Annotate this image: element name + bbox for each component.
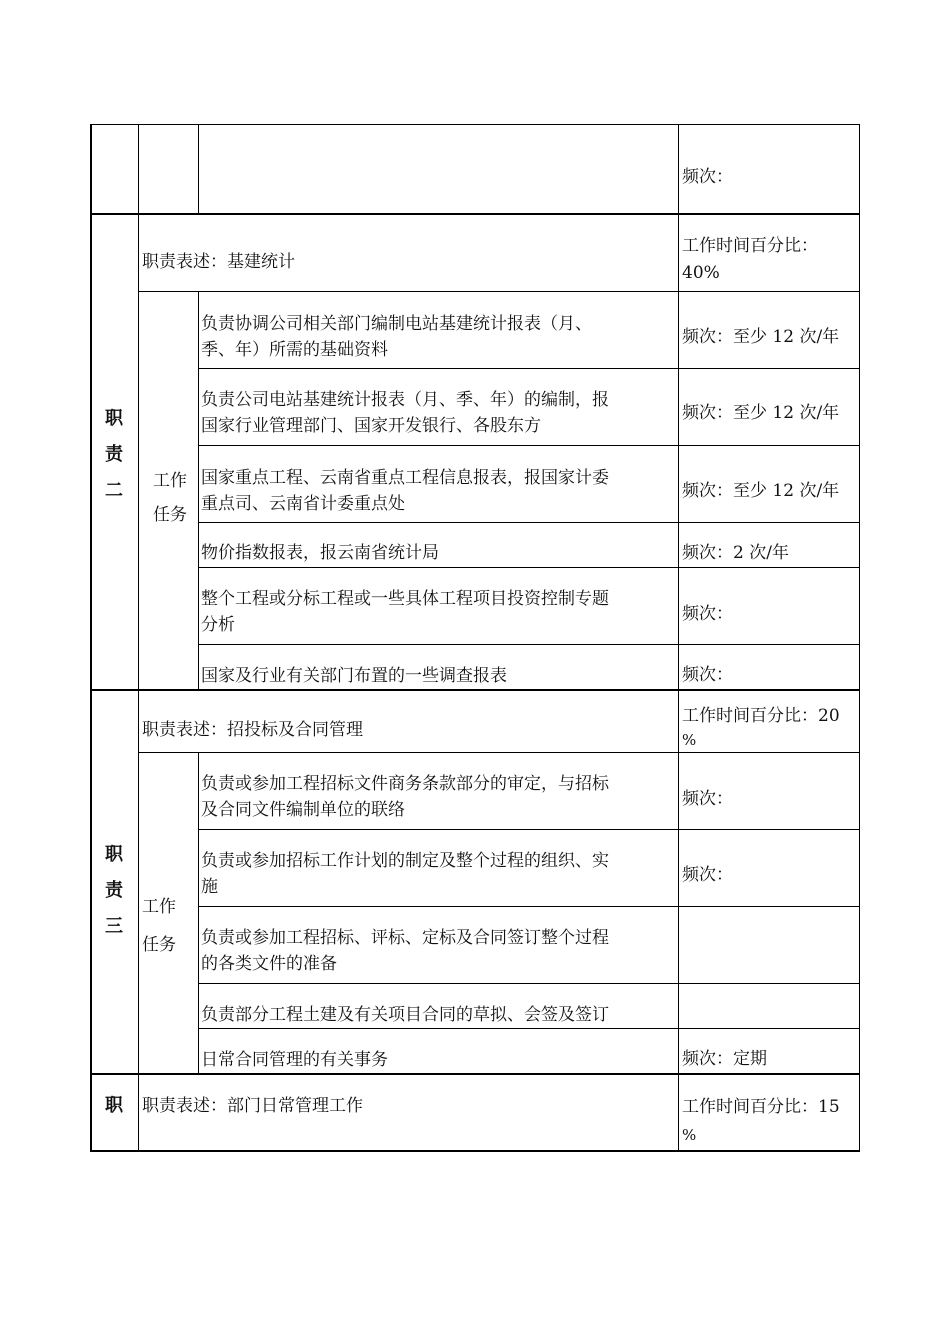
duty-label-char: 三 <box>105 916 123 937</box>
task-label-line: 任务 <box>142 935 176 955</box>
task-line: 的各类文件的准备 <box>201 954 337 974</box>
row-divider <box>198 644 860 645</box>
row-divider <box>138 291 860 292</box>
duty-label: 职 <box>105 1095 123 1116</box>
task-line: 施 <box>201 877 218 897</box>
time-percentage-value: 40% <box>682 263 720 283</box>
row-divider <box>198 906 860 907</box>
col-divider <box>198 752 199 1073</box>
col-divider <box>138 124 139 1152</box>
row-divider <box>198 1028 860 1029</box>
time-percentage-label: 工作时间百分比：20 <box>682 706 840 726</box>
task-text: 国家及行业有关部门布置的一些调查报表 <box>201 666 507 686</box>
task-text <box>201 848 677 900</box>
freq-cell: 频次：至少 12 次/年 <box>682 481 840 501</box>
col-divider <box>678 124 679 1152</box>
time-percentage-value: % <box>682 731 697 749</box>
freq-cell: 频次： <box>682 865 733 885</box>
task-text <box>201 387 677 439</box>
row-divider <box>90 689 860 691</box>
duty-label-char: 职 <box>105 408 123 429</box>
task-line: 负责或参加工程招标、评标、定标及合同签订整个过程 <box>201 928 609 948</box>
row-divider <box>198 445 860 446</box>
freq-cell: 频次：至少 12 次/年 <box>682 327 840 347</box>
task-label <box>142 888 186 964</box>
row-divider <box>198 983 860 984</box>
row-divider <box>90 1073 860 1075</box>
task-text <box>201 925 677 977</box>
time-percentage-label: 工作时间百分比： <box>682 236 818 256</box>
freq-cell: 频次： <box>682 789 733 809</box>
task-text <box>201 311 677 363</box>
row-divider <box>198 368 860 369</box>
duty-label-char: 责 <box>105 880 123 901</box>
col-divider <box>198 124 199 213</box>
task-label <box>148 464 192 532</box>
duty-label <box>90 836 138 946</box>
task-line: 负责公司电站基建统计报表（月、季、年）的编制，报 <box>201 390 609 410</box>
time-percentage-label: 工作时间百分比：15 <box>682 1097 840 1117</box>
task-text <box>201 465 677 517</box>
task-text: 物价指数报表，报云南省统计局 <box>201 543 439 563</box>
task-line: 季、年）所需的基础资料 <box>201 340 388 360</box>
time-percentage-value: % <box>682 1126 697 1144</box>
time-percentage <box>682 703 858 751</box>
duty-description: 职责表述：基建统计 <box>142 252 295 272</box>
task-line: 整个工程或分标工程或一些具体工程项目投资控制专题 <box>201 589 609 609</box>
freq-cell: 频次： <box>682 665 733 685</box>
row-divider <box>90 213 860 215</box>
row-divider <box>198 829 860 830</box>
task-line: 国家重点工程、云南省重点工程信息报表，报国家计委 <box>201 468 609 488</box>
time-percentage <box>682 233 858 287</box>
task-line: 分析 <box>201 615 235 635</box>
duty-label <box>90 400 138 510</box>
freq-cell: 频次：2 次/年 <box>682 543 789 563</box>
row-divider <box>198 522 860 523</box>
duty-label-char: 责 <box>105 444 123 465</box>
freq-cell: 频次：定期 <box>682 1049 767 1069</box>
task-text <box>201 586 677 638</box>
task-line: 负责或参加工程招标文件商务条款部分的审定，与招标 <box>201 774 609 794</box>
freq-cell: 频次：至少 12 次/年 <box>682 403 840 423</box>
task-line: 及合同文件编制单位的联络 <box>201 800 405 820</box>
col-divider <box>198 291 199 689</box>
freq-cell: 频次： <box>682 167 733 187</box>
duty-description: 职责表述：部门日常管理工作 <box>142 1096 363 1116</box>
task-text <box>201 771 677 823</box>
row-divider <box>138 752 860 753</box>
task-text: 日常合同管理的有关事务 <box>201 1050 388 1070</box>
task-line: 负责或参加招标工作计划的制定及整个过程的组织、实 <box>201 851 609 871</box>
duty-label-char: 二 <box>105 480 123 501</box>
task-line: 重点司、云南省计委重点处 <box>201 494 405 514</box>
task-label-line: 工作 <box>142 897 176 917</box>
task-text: 负责部分工程土建及有关项目合同的草拟、会签及签订 <box>201 1005 609 1025</box>
task-label-line: 任务 <box>153 505 187 525</box>
time-percentage <box>682 1094 858 1150</box>
task-label-line: 工作 <box>153 471 187 491</box>
duty-description: 职责表述：招投标及合同管理 <box>142 720 363 740</box>
task-line: 国家行业管理部门、国家开发银行、各股东方 <box>201 416 541 436</box>
row-divider <box>198 567 860 568</box>
duty-label-char: 职 <box>105 844 123 865</box>
task-line: 负责协调公司相关部门编制电站基建统计报表（月、 <box>201 314 592 334</box>
freq-cell: 频次： <box>682 604 733 624</box>
